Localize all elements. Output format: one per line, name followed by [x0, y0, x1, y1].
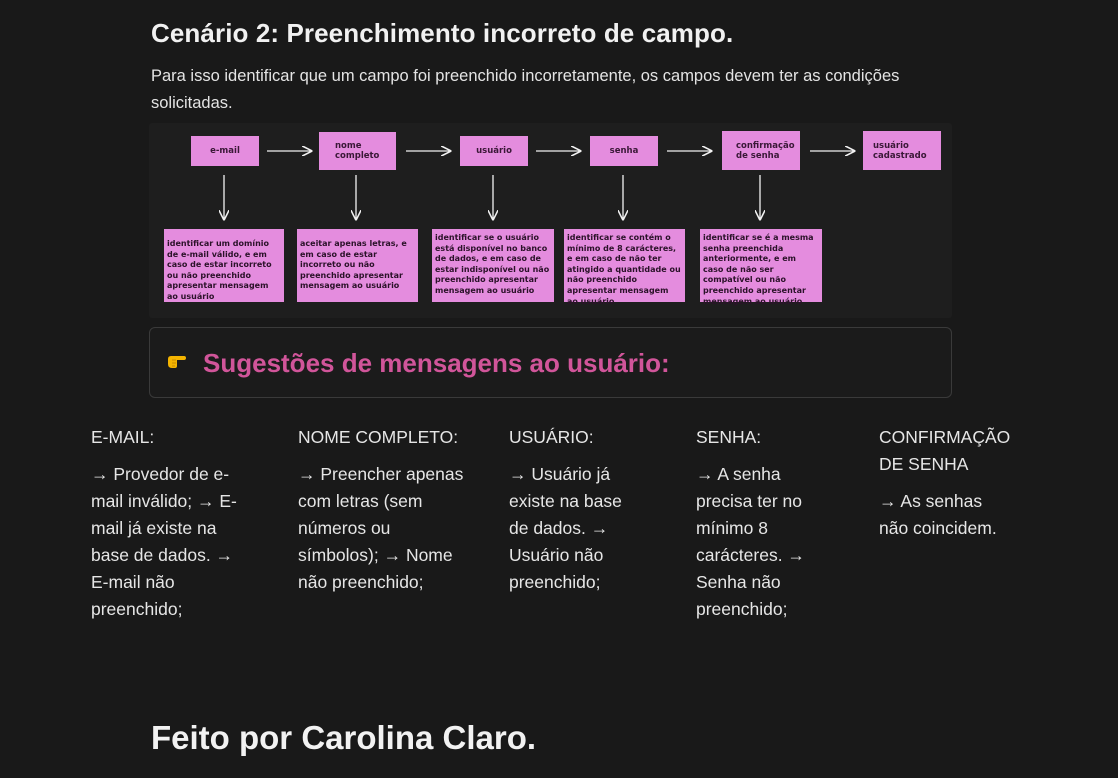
- flow-diagram: [149, 123, 952, 318]
- scenario-heading: Cenário 2: Preenchimento incorreto de campo.: [151, 18, 734, 48]
- column-usuario: [509, 424, 637, 596]
- column-title: CONFIRMAÇÃO DE SENHA: [879, 427, 1011, 474]
- note-confirmacao-senha: identificar se é a mesma senha preenchida anteriormente, e em caso de não ser compatível ou não preenchido apresentar mensagem ao usuário: [700, 229, 822, 302]
- node-senha: senha: [590, 136, 658, 166]
- column-body: → A senha precisa ter no mínimo 8 carácteres. → Senha não preenchido;: [696, 464, 805, 619]
- scenario-description: Para isso identificar que um campo foi preenchido incorretamente, os campos devem ter as condições solicitadas.: [151, 67, 900, 112]
- note-email: identificar um domínio de e-mail válido, e em caso de estar incorreto ou não preenchido apresentar mensagem ao usuário: [164, 229, 284, 302]
- column-confirmacao-senha: [879, 424, 1009, 542]
- column-body: → Usuário já existe na base de dados. → Usuário não preenchido;: [509, 464, 622, 592]
- column-body: → Provedor de e-mail inválido; → E-mail já existe na base de dados. → E-mail não preenchido;: [91, 464, 237, 619]
- suggestions-callout: [149, 327, 952, 398]
- column-body: → As senhas não coincidem.: [879, 491, 997, 538]
- node-nome-completo: nome completo: [319, 132, 396, 170]
- note-usuario: identificar se o usuário está disponível no banco de dados, e em caso de estar indisponível ou não preenchido apresentar mensagem ao usuário: [432, 229, 554, 302]
- node-email: e-mail: [191, 136, 259, 166]
- column-title: USUÁRIO:: [509, 427, 594, 447]
- column-title: E-MAIL:: [91, 427, 155, 447]
- column-email: [91, 424, 251, 623]
- column-senha: [696, 424, 820, 623]
- callout-text: Sugestões de mensagens ao usuário:: [203, 348, 670, 378]
- column-title: SENHA:: [696, 427, 762, 447]
- node-confirmacao-senha: confirmação de senha: [722, 131, 800, 170]
- column-body: → Preencher apenas com letras (sem números ou símbolos); → Nome não preenchido;: [298, 464, 464, 592]
- node-usuario: usuário: [460, 136, 528, 166]
- pointing-hand-icon: [166, 351, 188, 371]
- note-senha: identificar se contém o mínimo de 8 carácteres, e em caso de não ter atingido a quantidade ou não preenchido apresentar mensagem ao usuário: [564, 229, 685, 302]
- node-usuario-cadastrado: usuário cadastrado: [863, 131, 941, 170]
- column-nome-completo: [298, 424, 466, 596]
- note-nome-completo: aceitar apenas letras, e em caso de estar incorreto ou não preenchido apresentar mensagem ao usuário: [297, 229, 418, 302]
- column-title: NOME COMPLETO:: [298, 427, 459, 447]
- author-footer: Feito por Carolina Claro.: [151, 719, 537, 756]
